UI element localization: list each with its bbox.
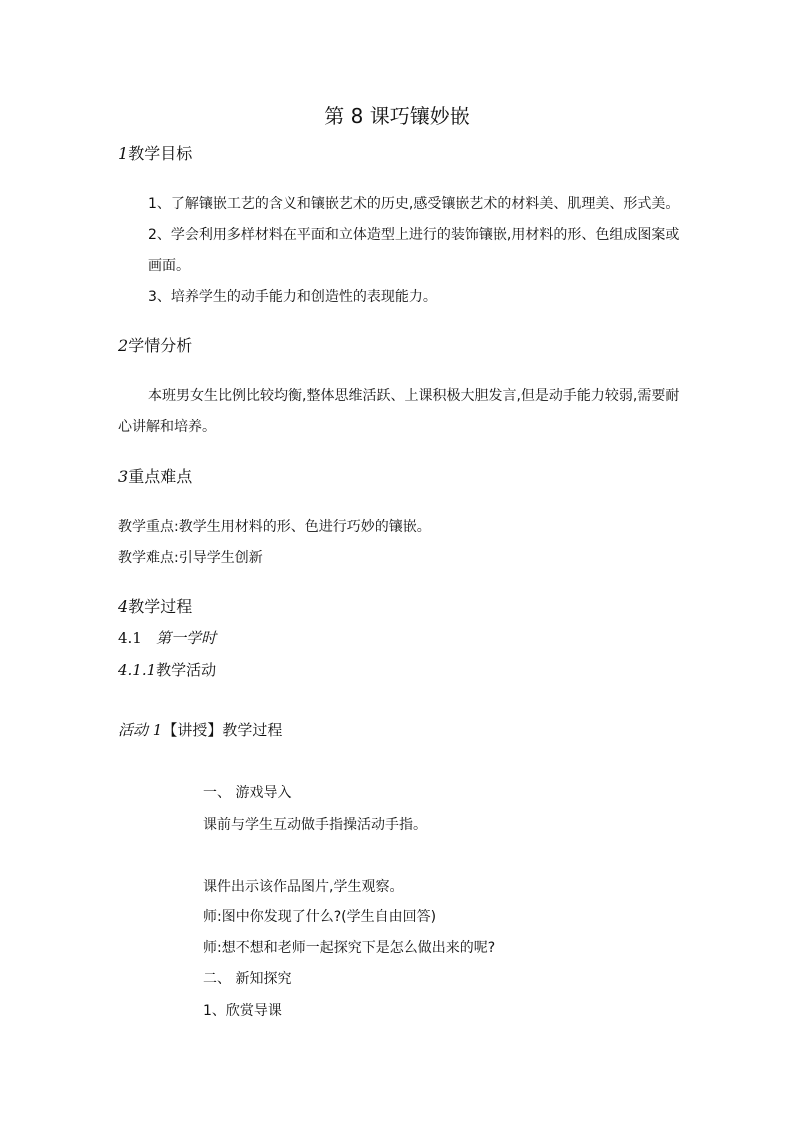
section-heading-4 <box>118 599 192 615</box>
process-line: 师:想不想和老师一起探究下是怎么做出来的呢? <box>203 940 496 956</box>
subsection-4-1 <box>118 631 216 646</box>
section-heading-1 <box>118 146 192 162</box>
objective-line: 3、培养学生的动手能力和创造性的表现能力。 <box>148 289 437 305</box>
section-number: 4 <box>118 597 129 616</box>
section-label: 教学过程 <box>128 597 193 616</box>
subsection-4-1-1 <box>118 663 216 678</box>
activity-prefix: 活动 1 <box>118 721 163 739</box>
objective-line: 画面。 <box>148 258 190 274</box>
activity-heading <box>118 723 282 738</box>
subsection-label: 教学活动 <box>156 661 217 679</box>
process-line: 1、欣赏导课 <box>203 1003 282 1019</box>
subsection-label: 第一学时 <box>156 629 217 647</box>
process-line: 二、 新知探究 <box>203 971 292 987</box>
section-number: 1 <box>118 144 129 163</box>
section-heading-2 <box>118 338 192 354</box>
analysis-line: 本班男女生比例比较均衡,整体思维活跃、上课积极大胆发言,但是动手能力较弱,需要耐 <box>148 388 680 404</box>
difficult-point: 教学难点:引导学生创新 <box>118 550 263 566</box>
section-label: 重点难点 <box>128 467 193 486</box>
section-label: 学情分析 <box>128 336 193 355</box>
analysis-line: 心讲解和培养。 <box>118 419 216 435</box>
section-number: 2 <box>118 336 129 355</box>
section-heading-3 <box>118 469 192 485</box>
process-line: 一、 游戏导入 <box>203 785 292 801</box>
key-point: 教学重点:教学生用材料的形、色进行巧妙的镶嵌。 <box>118 519 431 535</box>
activity-label: 【讲授】教学过程 <box>162 721 283 739</box>
process-line: 课件出示该作品图片,学生观察。 <box>203 879 404 895</box>
objective-line: 1、了解镶嵌工艺的含义和镶嵌艺术的历史,感受镶嵌艺术的材料美、肌理美、形式美。 <box>148 196 680 212</box>
subsection-number: 4.1 <box>118 629 142 647</box>
section-number: 3 <box>118 467 129 486</box>
objective-line: 2、学会利用多样材料在平面和立体造型上进行的装饰镶嵌,用材料的形、色组成图案或 <box>148 227 680 243</box>
process-line: 课前与学生互动做手指操活动手指。 <box>203 817 427 833</box>
section-label: 教学目标 <box>128 144 193 163</box>
page-title: 第 8 课巧镶妙嵌 <box>324 104 470 128</box>
subsection-number: 4.1.1 <box>118 661 157 679</box>
process-line: 师:图中你发现了什么?(学生自由回答) <box>203 909 437 925</box>
